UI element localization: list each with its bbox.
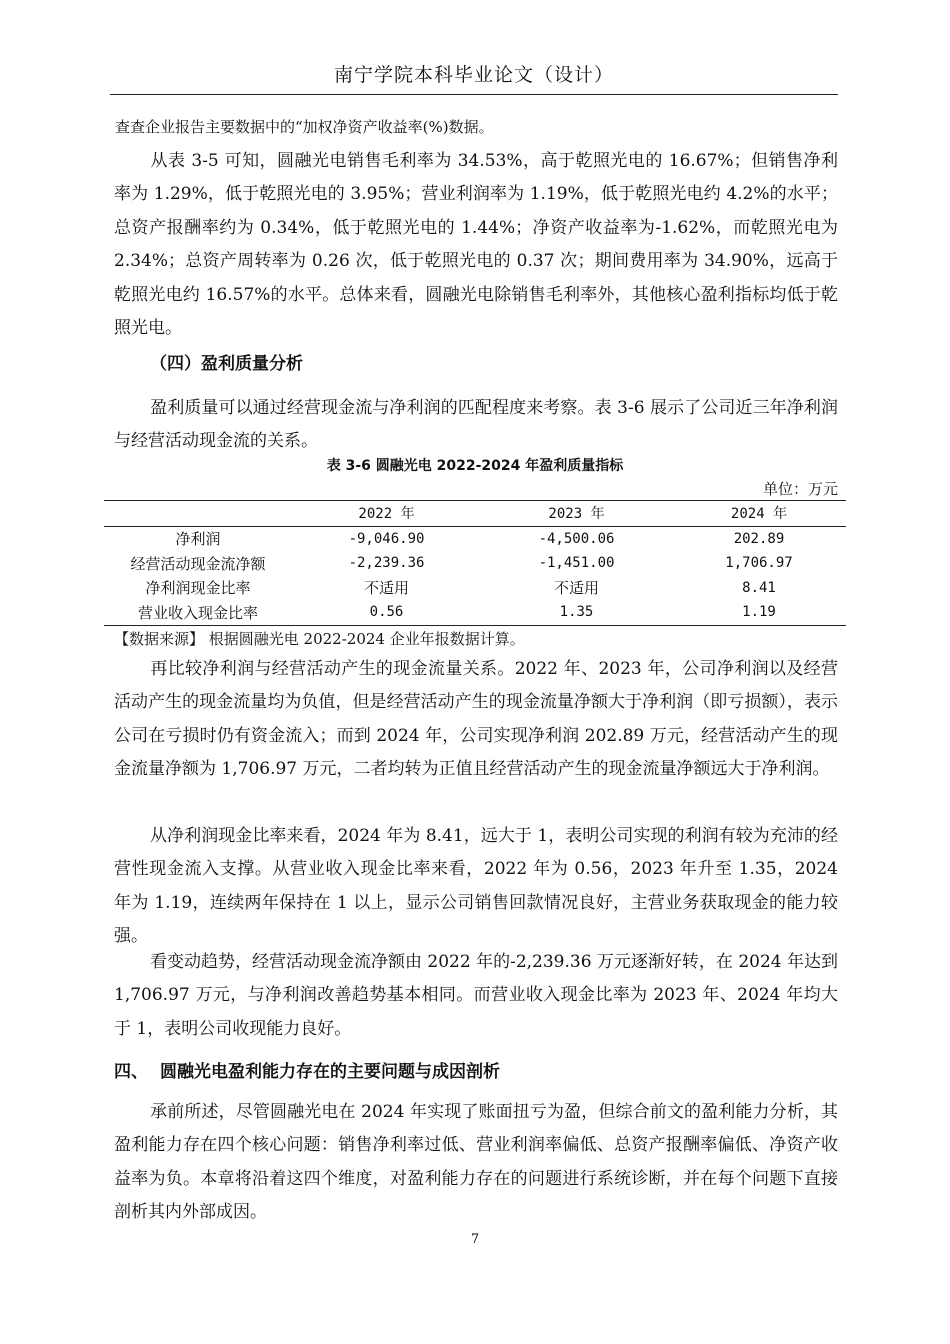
- table-row-label: 净利润现金比率: [145, 579, 251, 598]
- paragraph-trend-text: 看变动趋势，经营活动现金流净额由 2022 年的-2,239.36 万元逐渐好转，在 2024 年达到 1,706.97 万元，与净利润改善趋势基本相同。而营业收入现金比率为 2023 年、2024 年均大于 1，表明公司收现能力良好。: [114, 952, 838, 1039]
- table-cell: 1.35: [481, 600, 672, 625]
- profit-quality-table: [104, 500, 846, 626]
- table-cell: -4,500.06: [538, 530, 615, 547]
- table-row: [104, 526, 846, 551]
- table-row-label: 净利润: [175, 530, 221, 549]
- paragraph-cashflow-compare: [114, 653, 838, 787]
- table-cell: 不适用: [363, 579, 409, 598]
- table-row: [104, 551, 846, 576]
- section-heading-profit-quality: （四）盈利质量分析: [150, 354, 303, 374]
- table-cell: 0.56: [292, 600, 481, 625]
- paragraph-chapter-intro: [114, 1096, 838, 1230]
- table-cell: 1,706.97: [725, 555, 793, 572]
- table-cell: 不适用: [553, 579, 599, 598]
- paragraph-intro-table-text: 盈利质量可以通过经营现金流与净利润的匹配程度来考察。表 3-6 展示了公司近三年净利润与经营活动现金流的关系。: [114, 398, 838, 452]
- table-cell: -2,239.36: [348, 555, 425, 572]
- page-number: 7: [470, 1232, 480, 1247]
- table-header-cell: [104, 501, 292, 527]
- table-unit: 单位：万元: [762, 480, 838, 498]
- lead-line: 查查企业报告主要数据中的“加权净资产收益率(%)数据。: [115, 118, 494, 136]
- table-caption: 表 3-6 圆融光电 2022-2024 年盈利质量指标: [326, 458, 624, 474]
- table-header-cell: 2022 年: [292, 501, 481, 527]
- paragraph-cash-ratio-text: 从净利润现金比率来看，2024 年为 8.41，远大于 1，表明公司实现的利润有较为充沛的经营性现金流入支撑。从营业收入现金比率来看，2022 年为 0.56，2023 年升至 1.35，2024 年为 1.19，连续两年保持在 1 以上，显示公司销售回款情况良好，主营业务获取现金的能力较强。: [114, 826, 838, 947]
- table-cell: -9,046.90: [348, 530, 425, 547]
- table-header-row: [104, 501, 846, 527]
- table-row: [104, 600, 846, 625]
- header-rule: [110, 94, 838, 95]
- table-cell: 1.19: [672, 600, 846, 625]
- table-row-label: 经营活动现金流净额: [130, 554, 266, 573]
- table-source-note: 【数据来源】 根据圆融光电 2022-2024 企业年报数据计算。: [114, 630, 525, 648]
- table-header-cell: 2024 年: [672, 501, 846, 527]
- paragraph-trend: [114, 946, 838, 1046]
- paragraph-cashflow-compare-text: 再比较净利润与经营活动产生的现金流量关系。2022 年、2023 年，公司净利润以及经营活动产生的现金流量均为负值，但是经营活动产生的现金流量净额大于净利润（即亏损额），表示公司在亏损时仍有资金流入；而到 2024 年，公司实现净利润 202.89 万元，经营活动产生的现金流量净额为 1,706.97 万元，二者均转为正值且经营活动产生的现金流量净额远大于净利润。: [114, 659, 838, 780]
- chapter-heading-number: 四、: [114, 1062, 148, 1082]
- table-cell: 202.89: [733, 530, 785, 547]
- table-cell: 8.41: [742, 579, 776, 596]
- page-header: 南宁学院本科毕业论文（设计）: [333, 64, 614, 86]
- table-row-label: 营业收入现金比率: [104, 600, 292, 625]
- table-header-cell: 2023 年: [481, 501, 672, 527]
- chapter-heading-title: 圆融光电盈利能力存在的主要问题与成因剖析: [160, 1062, 500, 1082]
- chapter-heading: [114, 1057, 500, 1082]
- paragraph-cash-ratio: [114, 820, 838, 954]
- paragraph-comparison-text: 从表 3-5 可知，圆融光电销售毛利率为 34.53%，高于乾照光电的 16.67%；但销售净利率为 1.29%，低于乾照光电的 3.95%；营业利润率为 1.19%，低于乾照光电约 4.2%的水平；总资产报酬率约为 0.34%，低于乾照光电的 1.44%；净资产收益率为-1.62%，而乾照光电为 2.34%；总资产周转率为 0.26 次，低于乾照光电的 0.37 次；期间费用率为 34.90%，远高于乾照光电约 16.57%的水平。总体来看，圆融光电除销售毛利率外，其他核心盈利指标均低于乾照光电。: [114, 151, 838, 339]
- table-row: [104, 576, 846, 601]
- table-cell: -1,451.00: [538, 555, 615, 572]
- paragraph-intro-table: [114, 392, 838, 459]
- paragraph-comparison: [114, 145, 838, 345]
- paragraph-chapter-intro-text: 承前所述，尽管圆融光电在 2024 年实现了账面扭亏为盈，但综合前文的盈利能力分析，其盈利能力存在四个核心问题：销售净利率过低、营业利润率偏低、总资产报酬率偏低、净资产收益率为负。本章将沿着这四个维度，对盈利能力存在的问题进行系统诊断，并在每个问题下直接剖析其内外部成因。: [114, 1102, 838, 1223]
